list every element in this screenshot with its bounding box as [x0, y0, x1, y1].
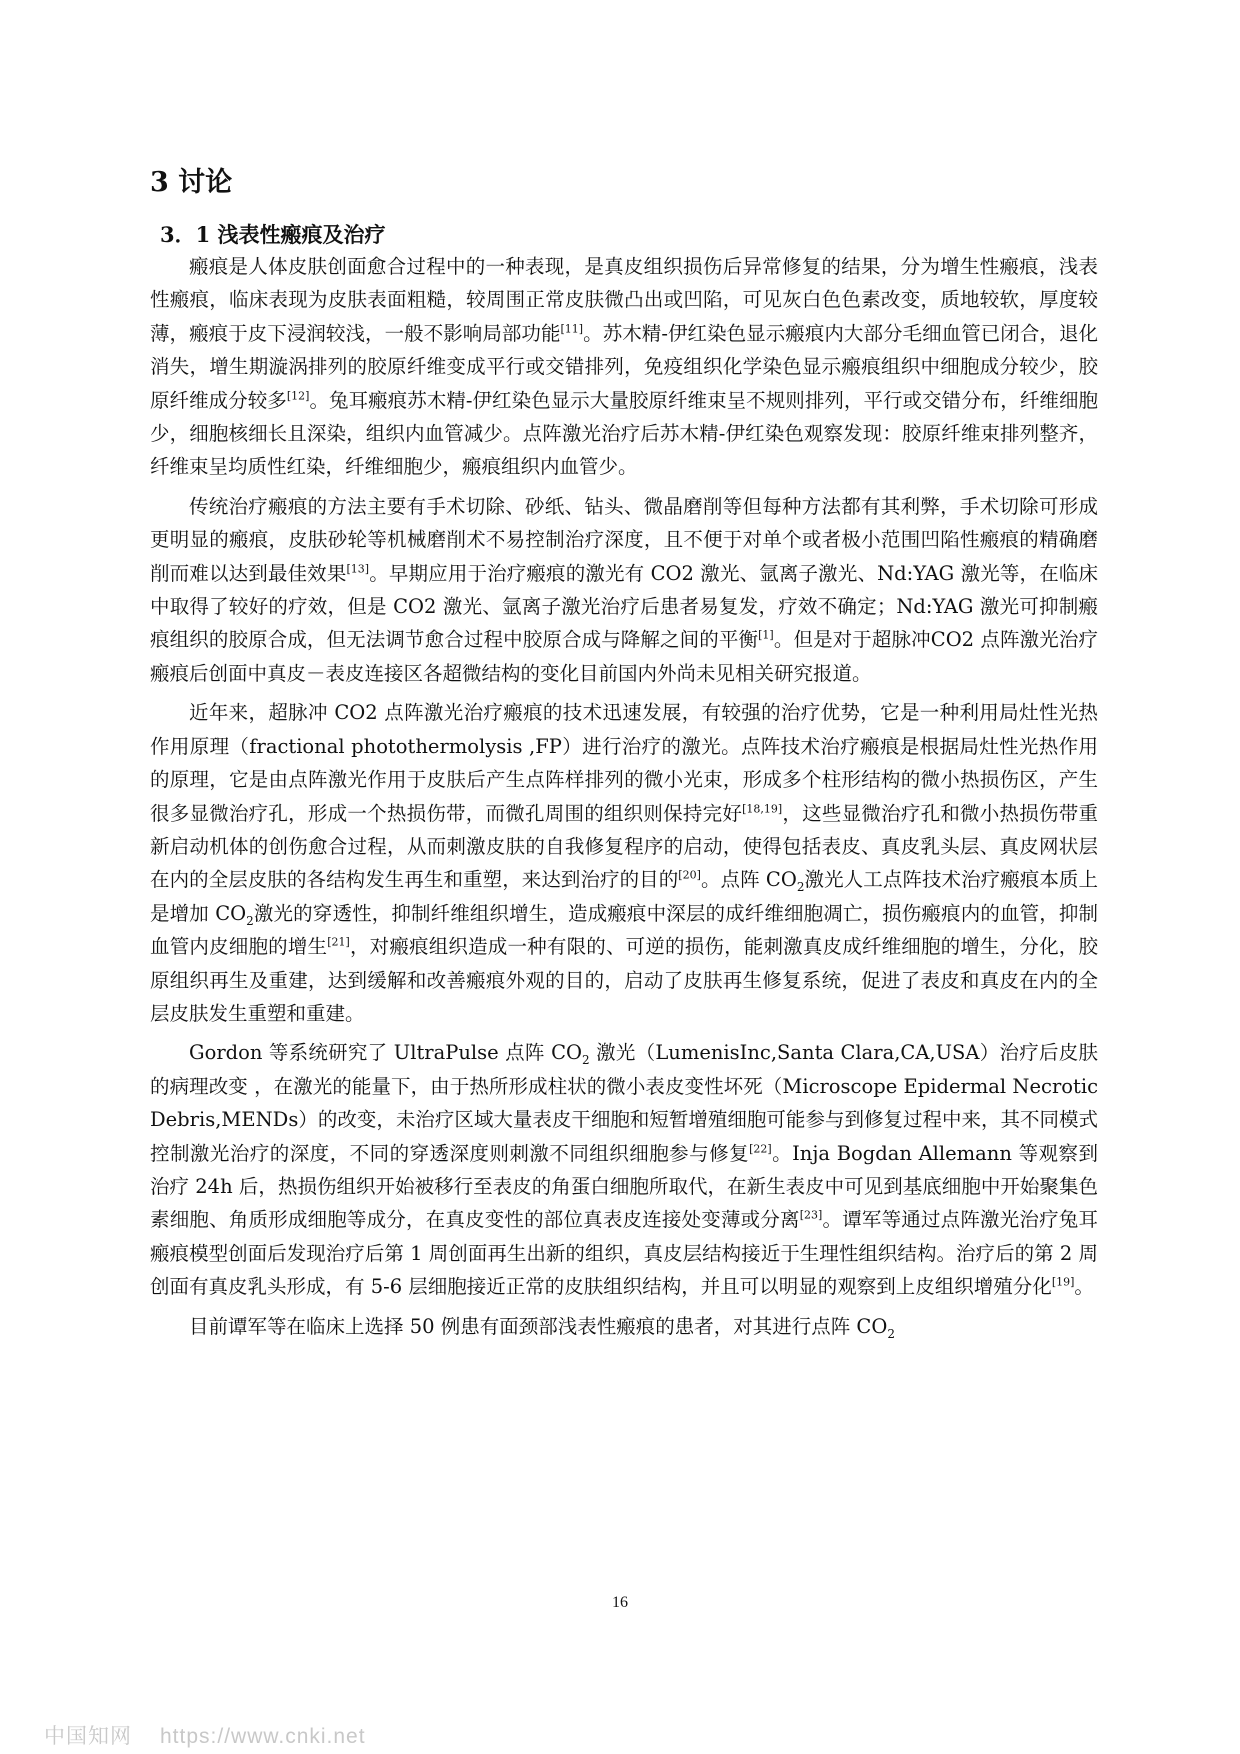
text-run: 激光的穿透性，抑制纤维组织增生，造成瘢痕中深层的成纤维细胞凋亡，损伤瘢痕内的血管，抑制血管内皮细胞的增生	[150, 901, 1098, 959]
subscript: 2	[582, 1053, 590, 1068]
text-run: ，对瘢痕组织造成一种有限的、可逆的损伤，能刺激真皮成纤维细胞的增生，分化，胶原组织再生及重建，达到缓解和改善瘢痕外观的目的，启动了皮肤再生修复系统，促进了表皮和真皮在内的全层皮肤发生重塑和重建。	[150, 935, 1098, 1025]
text-run: 。谭军等通过点阵激光治疗兔耳瘢痕模型创面后发现治疗后第 1 周创面再生出新的组织，真皮层结构接近于生理性组织结构。治疗后的第 2 周创面有真皮乳头形成，有 5-6 层细胞接近正常的皮肤组织结构，并且可以明显的观察到上皮组织增殖分化	[150, 1208, 1098, 1299]
text-run: 。点阵 CO	[700, 868, 797, 892]
text-run: 瘢痕是人体皮肤创面愈合过程中的一种表现，是真皮组织损伤后异常修复的结果，分为增生性瘢痕，浅表性瘢痕，临床表现为皮肤表面粗糙，较周围正常皮肤微凸出或凹陷，可见灰白色色素改变，质地较软，厚度较薄，瘢痕于皮下浸润较浅，一般不影响局部功能	[150, 255, 1098, 345]
paragraph-1	[150, 250, 1098, 484]
paragraph-2	[150, 490, 1098, 690]
watermark	[44, 1720, 366, 1750]
text-run: 目前谭军等在临床上选择 50 例患有面颈部浅表性瘢痕的患者，对其进行点阵 CO	[189, 1314, 888, 1338]
text-run: 。兔耳瘢痕苏木精-伊红染色显示大量胶原纤维束呈不规则排列，平行或交错分布，纤维细胞少，细胞核细长且深染，组织内血管减少。点阵激光治疗后苏木精-伊红染色观察发现：胶原纤维束排列整齐，纤维束呈均质性红染，纤维细胞少，瘢痕组织内血管少。	[150, 388, 1098, 479]
text-run: 。	[1074, 1275, 1094, 1299]
text-run: 近年来，超脉冲 CO2 点阵激光治疗瘢痕的技术迅速发展，有较强的治疗优势，它是一种利用局灶性光热作用原理（fractional photothermolysis ,FP）进行治疗的激光。点阵技术治疗瘢痕是根据局灶性光热作用的原理，它是由点阵激光作用于皮肤后产生点阵样排列的微小光束，形成多个柱形结构的微小热损伤区，产生很多显微治疗孔，形成一个热损伤带，而微孔周围的组织则保持完好	[150, 701, 1098, 825]
text-run: 。但是对于超脉冲CO2 点阵激光治疗瘢痕后创面中真皮－表皮连接区各超微结构的变化目前国内外尚未见相关研究报道。	[150, 628, 1098, 685]
citation: [23]	[799, 1208, 823, 1222]
text-run: 。Inja Bogdan Allemann 等观察到治疗 24h 后，热损伤组织开始被移行至表皮的角蛋白细胞所取代，在新生表皮中可见到基底细胞中开始聚集色素细胞、角质形成细胞等成分，在真皮变性的部位真表皮连接处变薄或分离	[150, 1141, 1098, 1232]
subscript: 2	[246, 913, 254, 928]
citation: [22]	[749, 1142, 772, 1156]
citation: [18,19]	[742, 802, 783, 815]
citation: [13]	[346, 562, 370, 576]
text-run: 。早期应用于治疗瘢痕的激光有 CO2 激光、氩离子激光、Nd:YAG 激光等，在临床中取得了较好的疗效，但是 CO2 激光、氩离子激光治疗后患者易复发，疗效不确定；Nd:YAG 激光可抑制瘢痕组织的胶原合成，但无法调节愈合过程中胶原合成与降解之间的平衡	[150, 561, 1098, 652]
text-run: 。苏木精-伊红染色显示瘢痕内大部分毛细血管已闭合，退化消失，增生期漩涡排列的胶原纤维变成平行或交错排列，免疫组织化学染色显示瘢痕组织中细胞成分较少，胶原纤维成分较多	[150, 321, 1098, 412]
citation: [19]	[1051, 1275, 1075, 1289]
subsection-heading: 3．1 浅表性瘢痕及治疗	[160, 222, 386, 247]
citation: [20]	[678, 868, 701, 882]
text-run: 激光人工点阵技术治疗瘢痕本质上是增加 CO	[150, 868, 1098, 925]
section-heading: 3 讨论	[150, 167, 233, 198]
subscript: 2	[796, 880, 805, 895]
watermark-url[interactable]: https://www.cnki.net	[160, 1725, 366, 1748]
paragraph-4	[150, 1036, 1098, 1303]
text-run: 传统治疗瘢痕的方法主要有手术切除、砂纸、钻头、微晶磨削等但每种方法都有其利弊，手术切除可形成更明显的瘢痕，皮肤砂轮等机械磨削术不易控制治疗深度，且不便于对单个或者极小范围凹陷性瘢痕的精确磨削而难以达到最佳效果	[150, 494, 1098, 585]
citation: [1]	[758, 628, 774, 642]
subscript: 2	[887, 1326, 895, 1341]
citation: [12]	[286, 389, 310, 403]
paragraph-5	[150, 1310, 1098, 1343]
paragraph-3	[150, 696, 1098, 1030]
body-text	[150, 250, 1098, 1349]
page-number: 16	[612, 1594, 628, 1611]
watermark-brand: 中国知网	[44, 1724, 132, 1748]
text-run: ，这些显微治疗孔和微小热损伤带重新启动机体的创伤愈合过程，从而刺激皮肤的自我修复程序的启动，使得包括表皮、真皮乳头层、真皮网状层在内的全层皮肤的各结构发生再生和重塑，来达到治疗的目的	[150, 801, 1098, 892]
text-run: 激光（LumenisInc,Santa Clara,CA,USA）治疗后皮肤的病理改变 ，在激光的能量下，由于热所形成柱状的微小表皮变性坏死（Microscope Epidermal Necrotic Debris,MENDs）的改变，未治疗区域大量表皮干细胞和短暂增殖细胞可能参与到修复过程中来，其不同模式控制激光治疗的深度，不同的穿透深度则刺激不同组织细胞参与修复	[150, 1041, 1098, 1165]
citation: [11]	[560, 322, 584, 336]
text-run: Gordon 等系统研究了 UltraPulse 点阵 CO	[189, 1041, 582, 1065]
citation: [21]	[327, 935, 350, 949]
